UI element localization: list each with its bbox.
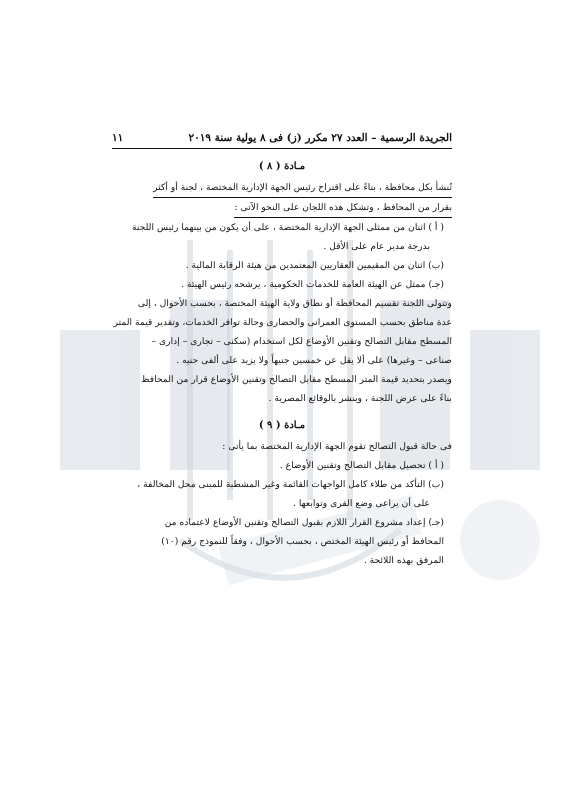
article-8-line: ( أ ) اثنان من ممثلى الجهة الإدارية المختصة ، على أن يكون من بينهما رئيس اللجنة <box>132 222 444 233</box>
article-9-title: مـادة ( ٩ ) <box>258 420 306 431</box>
article-8-line: وتتولى اللجنة تقسيم المحافظة أو نطاق ولاية الهيئة المختصة ، بحسب الأحوال ، إلى <box>137 298 452 309</box>
document-page <box>112 132 452 570</box>
page-number: ١١ <box>112 132 124 144</box>
article-8-line: (جـ) ممثل عن الهيئة العامة للخدمات الحكومية ، يرشحه رئيس الهيئة . <box>181 279 444 290</box>
header-title: الجريدة الرسمية – العدد ٢٧ مكرر (ز) فى ٨ يولية سنة ٢٠١٩ <box>188 132 452 144</box>
article-8-line: بناءً على عرض اللجنة ، وينشر بالوقائع المصرية . <box>268 393 452 404</box>
article-8-line: (ب) اثنان من المقيمين العقاريين المعتمدين من هيئة الرقابة المالية . <box>185 260 444 271</box>
article-8-line: المسطح مقابل التصالح وتقنين الأوضاع لكل استخدام (سكنى – تجارى – إدارى – <box>151 336 452 347</box>
article-8-line: عدة مناطق بحسب المستوى العمرانى والحضارى وحالة توافر الخدمات، وتقدير قيمة المتر <box>113 317 452 328</box>
article-8-line: صناعى – وغيرها) على ألا يقل عن خمسين جنيهاً ولا يزيد على ألفى جنيه . <box>176 355 452 366</box>
article-9-line: فى حالة قبول التصالح تقوم الجهة الإدارية المختصة بما يأتى : <box>222 441 452 452</box>
article-9-line: (جـ) إعداد مشروع القرار اللازم بقبول التصالح وتقنين الأوضاع لاعتماده من <box>164 517 444 528</box>
article-8-line: تُنشأ بكل محافظة ، بناءً على اقتراح رئيس الجهة الإدارية المختصة ، لجنة أو أكثر <box>112 178 452 198</box>
article-9-line: المحافظ أو رئيس الهيئة المختص ، بحسب الأحوال ، وفقاً للنموذج رقم (١٠) <box>161 536 444 547</box>
article-8-title: مـادة ( ٨ ) <box>258 161 306 172</box>
article-9-line: (ب) التأكد من طلاء كامل الواجهات القائمة وغير المشطبة للمبنى محل المخالفة ، <box>137 479 444 490</box>
article-9-line: ( أ ) تحصيل مقابل التصالح وتقنين الأوضاع . <box>279 460 444 471</box>
article-8-line: بدرجة مدير عام على الأقل . <box>323 241 430 252</box>
gazette-header <box>112 132 452 149</box>
article-8-line: بقرار من المحافظ ، وتشكل هذه اللجان على النحو الآتى : <box>112 198 452 218</box>
article-9-line: المرفق بهذه اللائحة . <box>363 555 444 566</box>
article-8-line: ويصدر بتحديد قيمة المتر المسطح مقابل التصالح وتقنين الأوضاع قرار من المحافظ <box>141 374 452 385</box>
article-9-line: على أن يراعى وضع القرى وتوابعها . <box>293 498 430 509</box>
